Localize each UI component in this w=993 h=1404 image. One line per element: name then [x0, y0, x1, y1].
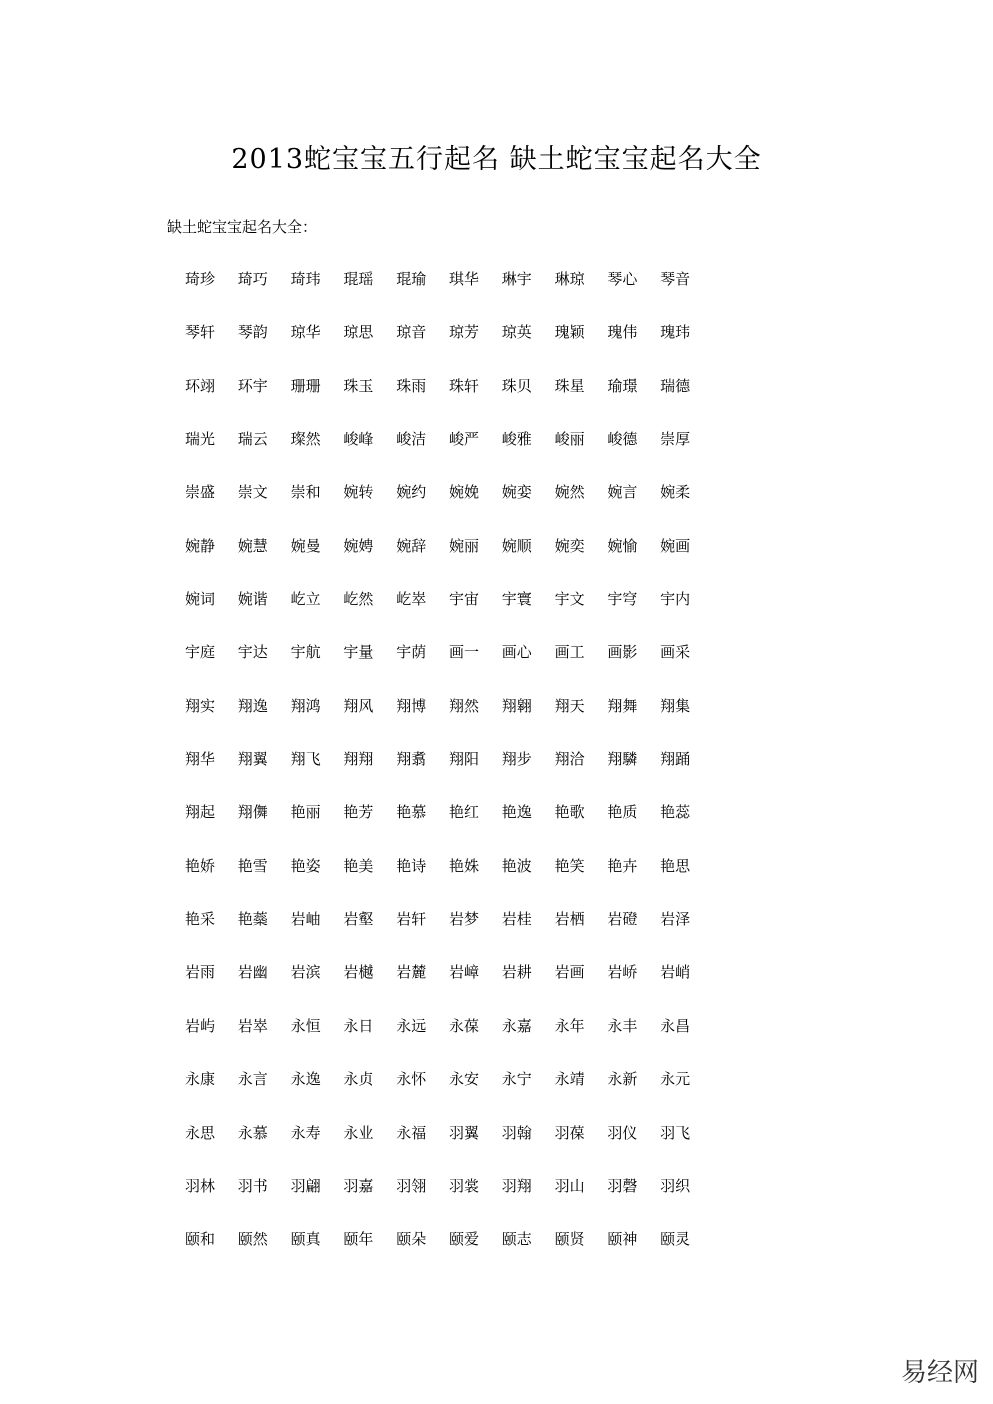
- name-item: 永日: [343, 1016, 374, 1035]
- name-item: 琴心: [607, 270, 638, 288]
- name-item: 婉娈: [501, 483, 532, 502]
- name-item: 翔逸: [237, 696, 268, 715]
- name-item: 婉约: [396, 483, 427, 502]
- name-item: 峻雅: [501, 430, 532, 449]
- name-item: 翔儛: [237, 803, 268, 822]
- name-item: 永恒: [290, 1016, 321, 1035]
- name-item: 婉愉: [607, 536, 638, 555]
- name-item: 翔翥: [396, 750, 427, 769]
- name-item: 峻丽: [554, 430, 585, 449]
- name-item: 婉柔: [660, 483, 691, 502]
- name-item: 羽葆: [554, 1123, 585, 1142]
- name-item: 画影: [607, 643, 638, 662]
- names-grid: [185, 265, 725, 1279]
- name-item: 羽书: [237, 1176, 268, 1195]
- name-item: 琳琼: [554, 270, 585, 288]
- name-item: 婉顺: [501, 536, 532, 555]
- name-item: 艳美: [343, 856, 374, 875]
- name-item: 岩峤: [607, 963, 638, 982]
- name-item: 婉曼: [290, 536, 321, 555]
- site-watermark: 易经网: [900, 1358, 979, 1388]
- name-row: [185, 1225, 725, 1278]
- name-row: [185, 532, 725, 585]
- name-item: 翔鸿: [290, 696, 321, 715]
- name-item: 翔步: [501, 750, 532, 769]
- name-item: 婉言: [607, 483, 638, 502]
- name-item: 瑞光: [185, 430, 216, 449]
- name-item: 岩屿: [185, 1016, 216, 1035]
- name-item: 宇庭: [185, 643, 216, 662]
- name-item: 翔起: [185, 803, 216, 822]
- name-item: 瑰颖: [554, 323, 585, 342]
- name-item: 宇穹: [607, 590, 638, 609]
- name-row: [185, 585, 725, 638]
- name-item: 颐和: [185, 1230, 216, 1249]
- name-item: 琦玮: [290, 270, 321, 288]
- name-item: 画心: [501, 643, 532, 662]
- name-item: 颐真: [290, 1230, 321, 1249]
- name-row: [185, 265, 725, 318]
- name-row: [185, 692, 725, 745]
- name-item: 艳姝: [448, 856, 479, 875]
- name-item: 羽飞: [660, 1123, 691, 1142]
- name-item: 永元: [660, 1070, 691, 1089]
- name-item: 璨然: [290, 430, 321, 449]
- name-item: 永昌: [660, 1016, 691, 1035]
- name-item: 颐爱: [448, 1230, 479, 1249]
- name-row: [185, 852, 725, 905]
- name-item: 画采: [660, 643, 691, 662]
- name-item: 艳思: [660, 856, 691, 875]
- name-item: 翔舞: [607, 696, 638, 715]
- name-row: [185, 958, 725, 1011]
- name-item: 翔阳: [448, 750, 479, 769]
- name-row: [185, 798, 725, 851]
- name-item: 永业: [343, 1123, 374, 1142]
- name-item: 屹崒: [396, 590, 427, 609]
- name-item: 颐贤: [554, 1230, 585, 1249]
- name-item: 永新: [607, 1070, 638, 1089]
- name-item: 翔风: [343, 696, 374, 715]
- name-item: 羽翼: [448, 1123, 479, 1142]
- name-item: 永言: [237, 1070, 268, 1089]
- name-item: 艳质: [607, 803, 638, 822]
- name-item: 艳红: [448, 803, 479, 822]
- name-item: 颐灵: [660, 1230, 691, 1249]
- name-item: 岩轩: [396, 910, 427, 929]
- name-item: 峻峰: [343, 430, 374, 449]
- name-row: [185, 425, 725, 478]
- name-item: 翔翼: [237, 750, 268, 769]
- name-item: 岩嶂: [448, 963, 479, 982]
- name-item: 永嘉: [501, 1016, 532, 1035]
- name-item: 艳蕊: [660, 803, 691, 822]
- name-item: 崇和: [290, 483, 321, 502]
- name-item: 琼思: [343, 323, 374, 342]
- name-item: 岩崒: [237, 1016, 268, 1035]
- name-item: 岩磴: [607, 910, 638, 929]
- name-item: 翔飞: [290, 750, 321, 769]
- name-item: 婉辞: [396, 536, 427, 555]
- name-item: 岩麓: [396, 963, 427, 982]
- name-item: 珊珊: [290, 376, 321, 395]
- name-item: 瑜璟: [607, 376, 638, 395]
- name-item: 宇荫: [396, 643, 427, 662]
- name-item: 岩岫: [290, 910, 321, 929]
- name-row: [185, 478, 725, 531]
- name-item: 艳芳: [343, 803, 374, 822]
- name-item: 婉然: [554, 483, 585, 502]
- name-item: 艳蘂: [237, 910, 268, 929]
- name-item: 琦巧: [237, 270, 268, 288]
- name-item: 画一: [448, 643, 479, 662]
- name-item: 瑞云: [237, 430, 268, 449]
- name-item: 婉娩: [448, 483, 479, 502]
- name-item: 艳笑: [554, 856, 585, 875]
- name-item: 羽磬: [607, 1176, 638, 1195]
- name-item: 翔驎: [607, 750, 638, 769]
- name-item: 岩峭: [660, 963, 691, 982]
- name-item: 环翊: [185, 376, 216, 395]
- name-item: 颐神: [607, 1230, 638, 1249]
- name-item: 永逸: [290, 1070, 321, 1089]
- name-item: 颐年: [343, 1230, 374, 1249]
- page-title: 2013蛇宝宝五行起名 缺土蛇宝宝起名大全: [231, 144, 762, 175]
- name-item: 翔踊: [660, 750, 691, 769]
- name-item: 永靖: [554, 1070, 585, 1089]
- name-row: [185, 318, 725, 371]
- name-item: 琼芳: [448, 323, 479, 342]
- name-item: 宇内: [660, 590, 691, 609]
- name-item: 岩滨: [290, 963, 321, 982]
- name-item: 婉慧: [237, 536, 268, 555]
- name-item: 颐朵: [396, 1230, 427, 1249]
- name-item: 宇达: [237, 643, 268, 662]
- name-item: 羽山: [554, 1176, 585, 1195]
- name-item: 珠轩: [448, 376, 479, 395]
- intro-text: 缺土蛇宝宝起名大全：: [167, 218, 318, 236]
- name-item: 瑰伟: [607, 323, 638, 342]
- name-item: 永宁: [501, 1070, 532, 1089]
- name-item: 峻洁: [396, 430, 427, 449]
- name-item: 岩泽: [660, 910, 691, 929]
- name-item: 羽翰: [501, 1123, 532, 1142]
- name-item: 琼英: [501, 323, 532, 342]
- name-item: 岩桂: [501, 910, 532, 929]
- name-item: 艳卉: [607, 856, 638, 875]
- name-item: 琨瑶: [343, 270, 374, 288]
- name-item: 翔翱: [501, 696, 532, 715]
- name-item: 婉谐: [237, 590, 268, 609]
- name-item: 宇宙: [448, 590, 479, 609]
- name-item: 艳雪: [237, 856, 268, 875]
- name-item: 翔洽: [554, 750, 585, 769]
- name-item: 艳慕: [396, 803, 427, 822]
- name-item: 岩耕: [501, 963, 532, 982]
- name-item: 琳宇: [501, 270, 532, 288]
- name-item: 瑞德: [660, 376, 691, 395]
- name-item: 婉奕: [554, 536, 585, 555]
- name-item: 永怀: [396, 1070, 427, 1089]
- name-item: 画工: [554, 643, 585, 662]
- name-item: 颐然: [237, 1230, 268, 1249]
- name-row: [185, 1172, 725, 1225]
- name-item: 岩栖: [554, 910, 585, 929]
- name-item: 珠贝: [501, 376, 532, 395]
- name-item: 翔博: [396, 696, 427, 715]
- name-item: 婉转: [343, 483, 374, 502]
- name-item: 琨瑜: [396, 270, 427, 288]
- name-item: 峻严: [448, 430, 479, 449]
- name-item: 岩壑: [343, 910, 374, 929]
- name-item: 琪华: [448, 270, 479, 288]
- name-item: 婉词: [185, 590, 216, 609]
- name-item: 婉娉: [343, 536, 374, 555]
- name-item: 艳姿: [290, 856, 321, 875]
- name-item: 宇寰: [501, 590, 532, 609]
- name-item: 羽林: [185, 1176, 216, 1195]
- name-item: 珠星: [554, 376, 585, 395]
- name-item: 琴轩: [185, 323, 216, 342]
- name-item: 宇航: [290, 643, 321, 662]
- name-item: 永安: [448, 1070, 479, 1089]
- name-row: [185, 1119, 725, 1172]
- name-item: 岩樾: [343, 963, 374, 982]
- name-item: 艳娇: [185, 856, 216, 875]
- name-row: [185, 638, 725, 691]
- name-item: 羽翔: [501, 1176, 532, 1195]
- name-row: [185, 745, 725, 798]
- name-item: 永葆: [448, 1016, 479, 1035]
- name-item: 翔集: [660, 696, 691, 715]
- name-item: 崇盛: [185, 483, 216, 502]
- name-item: 永思: [185, 1123, 216, 1142]
- name-item: 环宇: [237, 376, 268, 395]
- name-item: 琦珍: [185, 270, 216, 288]
- name-item: 琼华: [290, 323, 321, 342]
- name-item: 永寿: [290, 1123, 321, 1142]
- name-item: 翔翔: [343, 750, 374, 769]
- name-row: [185, 1012, 725, 1065]
- name-row: [185, 372, 725, 425]
- name-item: 永贞: [343, 1070, 374, 1089]
- name-item: 羽裳: [448, 1176, 479, 1195]
- name-item: 艳丽: [290, 803, 321, 822]
- name-item: 羽翎: [396, 1176, 427, 1195]
- name-item: 珠雨: [396, 376, 427, 395]
- name-item: 岩雨: [185, 963, 216, 982]
- name-item: 永福: [396, 1123, 427, 1142]
- name-item: 崇文: [237, 483, 268, 502]
- name-item: 艳诗: [396, 856, 427, 875]
- name-item: 瑰玮: [660, 323, 691, 342]
- name-item: 岩幽: [237, 963, 268, 982]
- name-item: 羽翩: [290, 1176, 321, 1195]
- name-item: 宇量: [343, 643, 374, 662]
- name-item: 崇厚: [660, 430, 691, 449]
- name-item: 羽嘉: [343, 1176, 374, 1195]
- name-item: 翔然: [448, 696, 479, 715]
- name-item: 艳逸: [501, 803, 532, 822]
- name-item: 婉画: [660, 536, 691, 555]
- name-item: 羽织: [660, 1176, 691, 1195]
- name-item: 艳采: [185, 910, 216, 929]
- name-item: 岩梦: [448, 910, 479, 929]
- name-item: 永慕: [237, 1123, 268, 1142]
- name-item: 颐志: [501, 1230, 532, 1249]
- name-item: 屹然: [343, 590, 374, 609]
- name-item: 屹立: [290, 590, 321, 609]
- name-item: 岩画: [554, 963, 585, 982]
- name-item: 琴韵: [237, 323, 268, 342]
- name-item: 婉静: [185, 536, 216, 555]
- name-item: 婉丽: [448, 536, 479, 555]
- name-item: 琼音: [396, 323, 427, 342]
- name-item: 艳歌: [554, 803, 585, 822]
- name-item: 艳波: [501, 856, 532, 875]
- name-item: 永远: [396, 1016, 427, 1035]
- name-item: 永年: [554, 1016, 585, 1035]
- name-item: 翔天: [554, 696, 585, 715]
- name-item: 珠玉: [343, 376, 374, 395]
- name-item: 峻德: [607, 430, 638, 449]
- name-row: [185, 1065, 725, 1118]
- name-item: 翔华: [185, 750, 216, 769]
- name-item: 翔实: [185, 696, 216, 715]
- name-item: 永康: [185, 1070, 216, 1089]
- name-item: 永丰: [607, 1016, 638, 1035]
- name-item: 琴音: [660, 270, 691, 288]
- name-row: [185, 905, 725, 958]
- name-item: 羽仪: [607, 1123, 638, 1142]
- name-item: 宇文: [554, 590, 585, 609]
